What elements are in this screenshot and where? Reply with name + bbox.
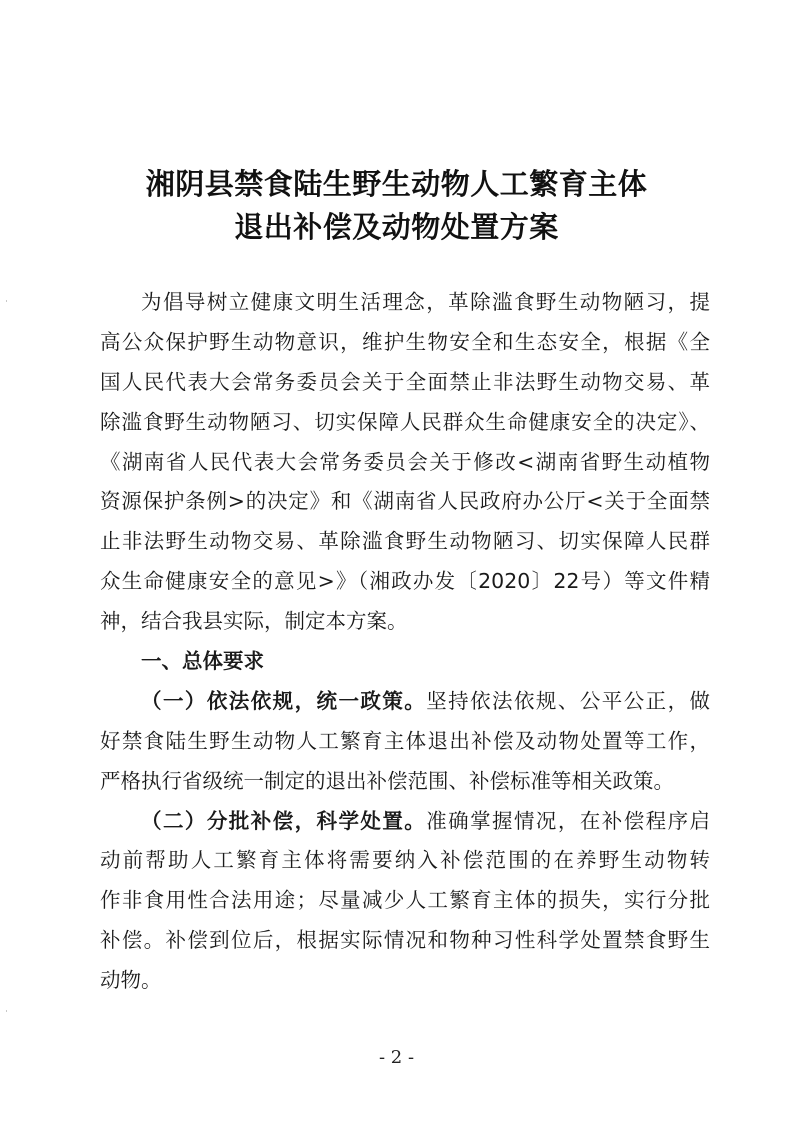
intro-line: 资源保护条例>的决定》和《湖南省人民政府办公厅<关于全面禁 [100,489,710,514]
intro-line: 众生命健康安全的意见>》（湘政办发〔2020〕22号）等文件精 [100,569,710,594]
subsection-1-first-line [100,682,710,722]
intro-line: 止非法野生动物交易、革除滥食野生动物陋习、切实保障人民群 [100,529,710,554]
subsection-1-title: （一）依法依规，统一政策。 [141,688,427,713]
subsection-2-line: 补偿。补偿到位后，根据实际情况和物种习性科学处置禁食野生 [100,928,710,953]
section-1-heading: 一、总体要求 [141,649,264,674]
subsection-2-first-text: 准确掌握情况，在补偿程序启 [426,808,711,833]
subsection-1-line: 严格执行省级统一制定的退出补偿范围、补偿标准等相关政策。 [100,768,674,793]
subsection-1-first-text: 坚持依法依规、公平公正，做 [426,688,711,713]
scan-edge-mark [6,300,7,302]
subsection-2-line: 动物。 [100,968,162,993]
subsection-2-first-line [100,802,710,842]
subsection-2-line: 动前帮助人工繁育主体将需要纳入补偿范围的在养野生动物转 [100,848,710,873]
document-body [100,283,710,1001]
subsection-2-title: （二）分批补偿，科学处置。 [141,808,427,833]
intro-line: 《湖南省人民代表大会常务委员会关于修改<湖南省野生动植物 [100,449,710,474]
intro-line: 神，结合我县实际，制定本方案。 [100,609,408,634]
document-title-line-1: 湘阴县禁食陆生野生动物人工繁育主体 [145,167,648,201]
intro-line: 除滥食野生动物陋习、切实保障人民群众生命健康安全的决定》、 [100,409,710,434]
intro-line: 为倡导树立健康文明生活理念，革除滥食野生动物陋习，提 [141,290,710,314]
subsection-2-line: 作非食用性合法用途；尽量减少人工繁育主体的损失，实行分批 [100,888,710,913]
subsection-1-line: 好禁食陆生野生动物人工繁育主体退出补偿及动物处置等工作， [100,728,710,753]
intro-line: 高公众保护野生动物意识，维护生物安全和生态安全，根据《全 [100,329,710,354]
document-title-line-2: 退出补偿及动物处置方案 [234,210,559,244]
page-number: - 2 - [378,1047,415,1068]
intro-line: 国人民代表大会常务委员会关于全面禁止非法野生动物交易、革 [100,369,710,394]
scan-edge-mark [6,1010,7,1012]
